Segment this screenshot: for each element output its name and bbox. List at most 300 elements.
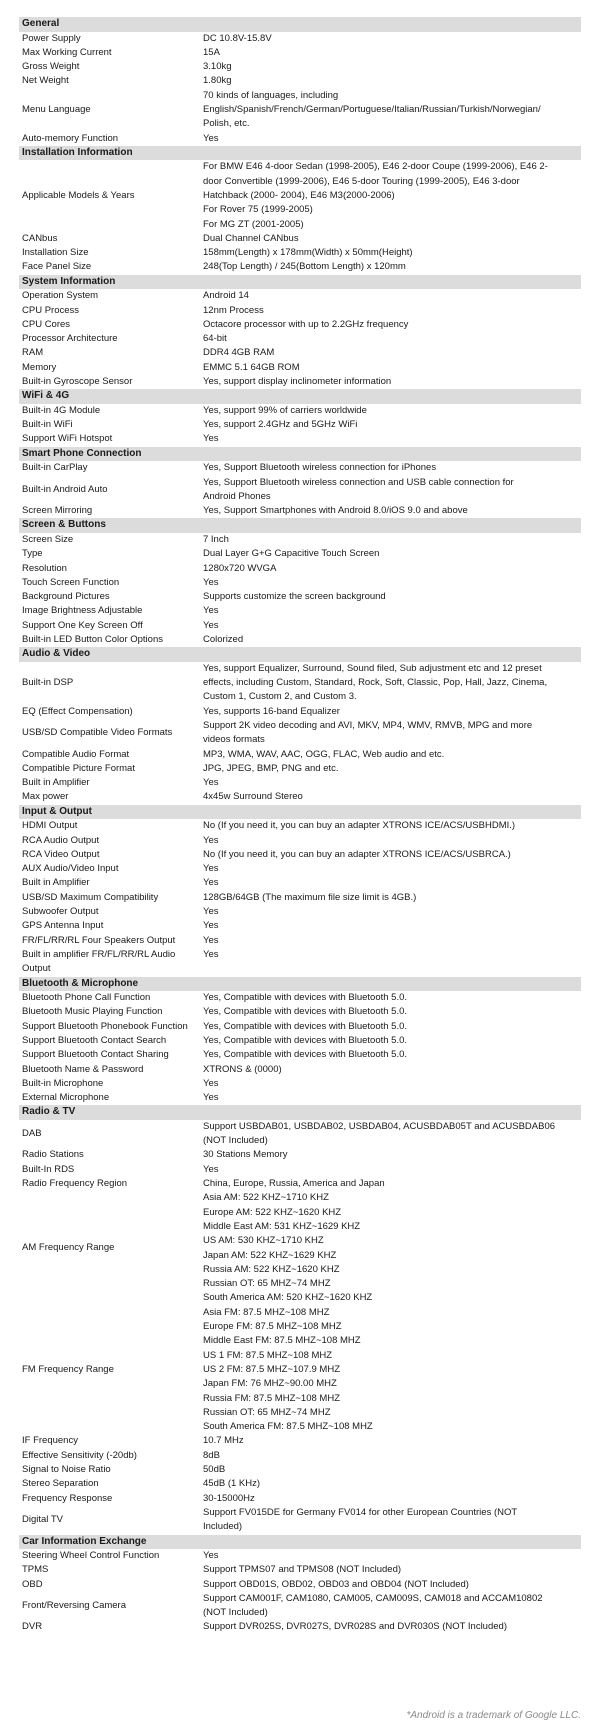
spec-value [203, 790, 581, 804]
spec-value-line: 7 Inch [203, 533, 229, 545]
spec-label: Front/Reversing Camera [22, 1600, 127, 1612]
spec-row [19, 1005, 581, 1019]
spec-label: Touch Screen Function [22, 576, 120, 588]
spec-value [203, 1091, 581, 1105]
spec-value [203, 1592, 581, 1621]
spec-value-line: Yes [203, 1077, 219, 1089]
spec-value [203, 576, 581, 590]
spec-value [203, 662, 581, 705]
spec-section [19, 389, 581, 446]
spec-value [203, 260, 581, 274]
spec-value-line: 158mm(Length) x 178mm(Width) x 50mm(Height) [203, 247, 413, 259]
spec-value-line: Russia FM: 87.5 MHZ~108 MHZ [203, 1392, 340, 1404]
spec-value-line: Colorized [203, 633, 244, 645]
spec-value-line: Yes, Support Bluetooth wireless connection and USB cable connection for [203, 476, 514, 488]
section-heading: Bluetooth & Microphone [19, 977, 581, 992]
spec-value-line: Dual Layer G+G Capacitive Touch Screen [203, 548, 380, 560]
spec-label: Memory [22, 361, 57, 373]
section-heading: Smart Phone Connection [19, 447, 581, 462]
spec-value-line: Yes [203, 1550, 219, 1561]
spec-value-line: videos formats [203, 734, 265, 746]
spec-row [19, 361, 581, 375]
spec-value [203, 1563, 581, 1577]
spec-label: AM Frequency Range [22, 1242, 115, 1254]
spec-value-line: Yes [203, 777, 219, 789]
spec-value [203, 1005, 581, 1019]
spec-value [203, 1620, 581, 1634]
spec-value-line: Custom 1, Custom 2, and Custom 3. [203, 691, 357, 703]
spec-row [19, 834, 581, 848]
spec-label: CANbus [22, 232, 58, 244]
spec-label: EQ (Effect Compensation) [22, 705, 133, 717]
trademark-note: *Android is a trademark of Google LLC. [406, 1710, 581, 1721]
spec-value-line: Included) [203, 1521, 243, 1533]
spec-row [19, 562, 581, 576]
spec-value [203, 619, 581, 633]
spec-row [19, 89, 581, 132]
spec-value-line: South America AM: 520 KHZ~1620 KHZ [203, 1292, 373, 1304]
spec-label: Compatible Picture Format [22, 762, 135, 774]
spec-value [203, 1578, 581, 1592]
spec-value-line: 1.80kg [203, 75, 232, 87]
spec-label: Menu Language [22, 103, 91, 115]
spec-label: Background Pictures [22, 591, 110, 603]
spec-label: Type [22, 548, 43, 560]
spec-label: USB/SD Maximum Compatibility [22, 891, 159, 903]
spec-value [203, 246, 581, 260]
spec-value [203, 1020, 581, 1034]
spec-label: HDMI Output [22, 820, 78, 832]
spec-label: Effective Sensitivity (-20db) [22, 1449, 137, 1461]
spec-label: USB/SD Compatible Video Formats [22, 727, 173, 739]
spec-label: Radio Frequency Region [22, 1178, 128, 1190]
spec-label: Built-in WiFi [22, 419, 73, 431]
spec-value [203, 74, 581, 88]
spec-label: Screen Size [22, 533, 74, 545]
spec-value [203, 89, 581, 132]
spec-value [203, 1034, 581, 1048]
spec-label: Image Brightness Adjustable [22, 605, 143, 617]
spec-value-line: Yes, Support Bluetooth wireless connection for iPhones [203, 462, 437, 474]
spec-label: Built-in LED Button Color Options [22, 633, 163, 645]
spec-value [203, 1434, 581, 1448]
spec-value-line: 50dB [203, 1464, 226, 1476]
spec-label: FR/FL/RR/RL Four Speakers Output [22, 934, 176, 946]
spec-label: External Microphone [22, 1092, 110, 1104]
spec-value [203, 232, 581, 246]
spec-row [19, 375, 581, 389]
spec-value [203, 46, 581, 60]
spec-value [203, 289, 581, 303]
spec-row [19, 1091, 581, 1105]
spec-label: Support Bluetooth Contact Sharing [22, 1049, 169, 1061]
spec-value-line: Yes, Compatible with devices with Bluetooth 5.0. [203, 1020, 408, 1032]
spec-value-line: Dual Channel CANbus [203, 232, 299, 244]
spec-row [19, 1020, 581, 1034]
spec-row [19, 304, 581, 318]
spec-label: Radio Stations [22, 1149, 84, 1161]
spec-value [203, 318, 581, 332]
spec-row [19, 232, 581, 246]
spec-value-line: Asia AM: 522 KHZ~1710 KHZ [203, 1192, 329, 1204]
spec-row [19, 332, 581, 346]
spec-value [203, 1120, 581, 1149]
spec-label: Auto-memory Function [22, 132, 119, 144]
spec-value-line: Japan AM: 522 KHZ~1629 KHZ [203, 1249, 337, 1261]
spec-label: Frequency Response [22, 1492, 113, 1504]
spec-value [203, 32, 581, 46]
spec-value-line: 12nm Process [203, 304, 264, 316]
spec-row [19, 346, 581, 360]
spec-value [203, 1492, 581, 1506]
spec-value [203, 948, 581, 977]
spec-value-line: EMMC 5.1 64GB ROM [203, 361, 300, 373]
section-heading: Car Information Exchange [19, 1535, 581, 1550]
spec-value [203, 776, 581, 790]
spec-row [19, 1578, 581, 1592]
spec-label: RAM [22, 347, 44, 359]
spec-value [203, 919, 581, 933]
spec-value [203, 1163, 581, 1177]
spec-label: Built-in Microphone [22, 1077, 104, 1089]
spec-value [203, 461, 581, 475]
spec-row [19, 1463, 581, 1477]
spec-label: Power Supply [22, 32, 81, 44]
spec-value-line: 128GB/64GB (The maximum file size limit is 4GB.) [203, 891, 417, 903]
spec-label: Subwoofer Output [22, 906, 99, 918]
spec-row [19, 576, 581, 590]
spec-value-line: Yes, support 2.4GHz and 5GHz WiFi [203, 419, 358, 431]
spec-row [19, 934, 581, 948]
spec-label: Applicable Models & Years [22, 189, 135, 201]
spec-value-line: For Rover 75 (1999-2005) [203, 204, 313, 216]
spec-value-line: Russian OT: 65 MHZ~74 MHZ [203, 1406, 331, 1418]
spec-value-line: Yes, Compatible with devices with Bluetooth 5.0. [203, 1049, 408, 1061]
spec-label: Built-in 4G Module [22, 404, 101, 416]
spec-row [19, 504, 581, 518]
spec-label: Signal to Noise Ratio [22, 1464, 111, 1476]
spec-value [203, 432, 581, 446]
spec-row [19, 1163, 581, 1177]
spec-value [203, 848, 581, 862]
spec-label: OBD [22, 1578, 43, 1590]
spec-row [19, 848, 581, 862]
spec-value-line: door Convertible (1999-2006), E46 5-door Touring (1999-2005), E46 3-door [203, 175, 520, 187]
spec-value-line: Russian OT: 65 MHZ~74 MHZ [203, 1278, 331, 1290]
spec-label: IF Frequency [22, 1435, 78, 1447]
spec-label: Support WiFi Hotspot [22, 433, 113, 445]
spec-row [19, 1191, 581, 1305]
spec-section [19, 805, 581, 977]
spec-row [19, 246, 581, 260]
spec-value-line: JPG, JPEG, BMP, PNG and etc. [203, 762, 339, 774]
spec-value [203, 1477, 581, 1491]
spec-value-line: US AM: 530 KHZ~1710 KHZ [203, 1235, 324, 1247]
spec-value [203, 504, 581, 518]
spec-value [203, 876, 581, 890]
spec-label: Net Weight [22, 75, 69, 87]
spec-value-line: 64-bit [203, 333, 227, 345]
spec-value [203, 762, 581, 776]
spec-row [19, 905, 581, 919]
spec-row [19, 1620, 581, 1634]
spec-row [19, 418, 581, 432]
spec-label: Processor Architecture [22, 333, 118, 345]
spec-row [19, 919, 581, 933]
spec-section [19, 146, 581, 275]
spec-label: Operation System [22, 290, 99, 302]
spec-value-line: Yes [203, 576, 219, 588]
spec-value [203, 361, 581, 375]
spec-value-line: English/Spanish/French/German/Portuguese/Italian/Russian/Turkish/Norwegian/ [203, 103, 541, 115]
spec-row [19, 547, 581, 561]
spec-value [203, 748, 581, 762]
section-heading: Radio & TV [19, 1105, 581, 1120]
spec-row [19, 1506, 581, 1535]
spec-value-line: Yes, support display inclinometer information [203, 376, 392, 388]
spec-label: Bluetooth Music Playing Function [22, 1006, 163, 1018]
spec-value-line: (NOT Included) [203, 1607, 268, 1619]
spec-row [19, 604, 581, 618]
spec-section [19, 1535, 581, 1635]
spec-value [203, 1306, 581, 1435]
spec-row [19, 132, 581, 146]
section-heading: Audio & Video [19, 647, 581, 662]
spec-label: Bluetooth Phone Call Function [22, 992, 151, 1004]
spec-value-line: Middle East FM: 87.5 MHZ~108 MHZ [203, 1335, 361, 1347]
spec-row [19, 1048, 581, 1062]
spec-label: RCA Audio Output [22, 834, 100, 846]
spec-value-line: Yes, Support Smartphones with Android 8.0/iOS 9.0 and above [203, 505, 468, 517]
spec-label: Built-in Android Auto [22, 483, 108, 495]
spec-row [19, 46, 581, 60]
spec-value-line: Yes [203, 605, 219, 617]
spec-row [19, 461, 581, 475]
spec-value-line: Yes [203, 906, 219, 918]
spec-row [19, 1148, 581, 1162]
spec-row [19, 705, 581, 719]
spec-row [19, 1177, 581, 1191]
spec-row [19, 590, 581, 604]
spec-value-line: Middle East AM: 531 KHZ~1629 KHZ [203, 1220, 361, 1232]
spec-value-line: Yes [203, 863, 219, 875]
spec-section [19, 518, 581, 647]
spec-label: Gross Weight [22, 61, 80, 73]
spec-label: Built in Amplifier [22, 777, 90, 789]
spec-value-line: 30-15000Hz [203, 1492, 255, 1504]
spec-row [19, 1492, 581, 1506]
spec-row [19, 160, 581, 231]
spec-row [19, 776, 581, 790]
spec-row [19, 862, 581, 876]
spec-value [203, 862, 581, 876]
spec-value-line: Yes, support Equalizer, Surround, Sound filed, Sub adjustment etc and 12 preset [203, 662, 542, 674]
spec-value [203, 1077, 581, 1091]
spec-row [19, 476, 581, 505]
spec-value [203, 547, 581, 561]
spec-value-line: Yes [203, 132, 219, 144]
spec-value-line: DDR4 4GB RAM [203, 347, 275, 359]
spec-value-line: effects, including Custom, Standard, Rock, Soft, Classic, Pop, Hall, Jazz, Cinema, [203, 677, 548, 689]
spec-value-line: 70 kinds of languages, including [203, 89, 339, 101]
spec-label: RCA Video Output [22, 848, 100, 860]
spec-row [19, 991, 581, 1005]
section-heading: System Information [19, 275, 581, 290]
spec-value-line: 8dB [203, 1449, 220, 1461]
spec-value-line: 15A [203, 46, 220, 58]
spec-value [203, 1177, 581, 1191]
spec-value [203, 1549, 581, 1563]
spec-label: Built-in DSP [22, 677, 74, 689]
spec-row [19, 948, 581, 977]
spec-value [203, 332, 581, 346]
spec-label: DVR [22, 1621, 43, 1633]
spec-label: Bluetooth Name & Password [22, 1063, 144, 1075]
spec-row [19, 432, 581, 446]
spec-value-line: Yes, supports 16-band Equalizer [203, 705, 340, 717]
spec-value [203, 590, 581, 604]
spec-row [19, 790, 581, 804]
spec-section [19, 275, 581, 390]
spec-label: Digital TV [22, 1514, 64, 1526]
spec-value-line: Yes [203, 948, 219, 960]
spec-row [19, 1034, 581, 1048]
spec-value-line: Polish, etc. [203, 118, 250, 130]
spec-section [19, 1105, 581, 1534]
spec-value-line: Japan FM: 76 MHZ~90.00 MHZ [203, 1378, 337, 1390]
spec-row [19, 1592, 581, 1621]
spec-value-line: 248(Top Length) / 245(Bottom Length) x 120mm [203, 261, 406, 273]
spec-table [19, 17, 581, 1635]
spec-value-line: Support CAM001F, CAM1080, CAM005, CAM009S, CAM018 and ACCAM10802 [203, 1592, 543, 1604]
spec-section [19, 977, 581, 1106]
spec-label: Resolution [22, 562, 67, 574]
spec-row [19, 1434, 581, 1448]
spec-value [203, 1063, 581, 1077]
spec-value [203, 562, 581, 576]
spec-value-line: Support 2K video decoding and AVI, MKV, MP4, WMV, RMVB, MPG and more [203, 719, 533, 731]
spec-value-line: DC 10.8V-15.8V [203, 32, 272, 44]
spec-value-line: 3.10kg [203, 61, 232, 73]
spec-section [19, 17, 581, 146]
spec-label: Built-in CarPlay [22, 462, 88, 474]
spec-value [203, 891, 581, 905]
spec-row [19, 1077, 581, 1091]
spec-value-line: Yes [203, 920, 219, 932]
spec-value-line: Supports customize the screen background [203, 591, 386, 603]
spec-label: Screen Mirroring [22, 505, 93, 517]
spec-row [19, 1306, 581, 1435]
spec-value [203, 132, 581, 146]
spec-label: Support Bluetooth Phonebook Function [22, 1020, 188, 1032]
spec-value-line: Yes [203, 1163, 219, 1175]
spec-row [19, 1063, 581, 1077]
spec-value-line: Yes [203, 619, 219, 631]
spec-label: Built-in Gyroscope Sensor [22, 376, 133, 388]
spec-value-line: Yes, Compatible with devices with Bluetooth 5.0. [203, 1006, 408, 1018]
spec-row [19, 318, 581, 332]
spec-value [203, 1048, 581, 1062]
spec-value-line: Europe FM: 87.5 MHZ~108 MHZ [203, 1321, 342, 1333]
spec-value [203, 819, 581, 833]
spec-label: Built in amplifier FR/FL/RR/RL Audio Output [22, 948, 176, 975]
spec-value-line: No (If you need it, you can buy an adapter XTRONS ICE/ACS/USBHDMI.) [203, 820, 516, 832]
spec-value-line: Yes [203, 433, 219, 445]
spec-value [203, 1449, 581, 1463]
spec-value-line: Support TPMS07 and TPMS08 (NOT Included) [203, 1564, 402, 1576]
spec-label: Built-In RDS [22, 1163, 75, 1175]
spec-value [203, 633, 581, 647]
spec-section [19, 647, 581, 804]
spec-value-line: For BMW E46 4-door Sedan (1998-2005), E46 2-door Coupe (1999-2006), E46 2- [203, 161, 548, 173]
section-heading: WiFi & 4G [19, 389, 581, 404]
spec-value-line: For MG ZT (2001-2005) [203, 218, 304, 230]
spec-row [19, 533, 581, 547]
spec-value [203, 905, 581, 919]
spec-value-line: Europe AM: 522 KHZ~1620 KHZ [203, 1206, 342, 1218]
spec-label: Max Working Current [22, 46, 112, 58]
spec-value-line: Yes [203, 877, 219, 889]
spec-value-line: Asia FM: 87.5 MHZ~108 MHZ [203, 1306, 330, 1318]
spec-value-line: 1280x720 WVGA [203, 562, 277, 574]
spec-label: FM Frequency Range [22, 1363, 114, 1375]
spec-value [203, 1191, 581, 1305]
spec-value [203, 533, 581, 547]
spec-value-line: Yes, Compatible with devices with Bluetooth 5.0. [203, 992, 408, 1004]
spec-label: Stereo Separation [22, 1478, 99, 1490]
spec-value [203, 476, 581, 505]
spec-value-line: Octacore processor with up to 2.2GHz frequency [203, 318, 409, 330]
spec-value [203, 375, 581, 389]
spec-value-line: US 2 FM: 87.5 MHZ~107.9 MHZ [203, 1363, 340, 1375]
spec-row [19, 748, 581, 762]
spec-value-line: Support FV015DE for Germany FV014 for other European Countries (NOT [203, 1506, 518, 1518]
spec-label: Installation Size [22, 247, 89, 259]
spec-value-line: Support USBDAB01, USBDAB02, USBDAB04, ACUSBDAB05T and ACUSBDAB06 [203, 1120, 556, 1132]
spec-row [19, 719, 581, 748]
spec-label: Steering Wheel Control Function [22, 1550, 160, 1561]
spec-value-line: Android Phones [203, 490, 271, 502]
spec-row [19, 633, 581, 647]
spec-value-line: Russia AM: 522 KHZ~1620 KHZ [203, 1263, 340, 1275]
spec-row [19, 289, 581, 303]
spec-value [203, 834, 581, 848]
spec-value-line: Support DVR025S, DVR027S, DVR028S and DVR030S (NOT Included) [203, 1621, 507, 1633]
spec-row [19, 1449, 581, 1463]
spec-row [19, 662, 581, 705]
spec-value [203, 1463, 581, 1477]
spec-label: Built in Amplifier [22, 877, 90, 889]
section-heading: Screen & Buttons [19, 518, 581, 533]
spec-row [19, 1563, 581, 1577]
spec-value [203, 418, 581, 432]
spec-value-line: Yes [203, 1092, 219, 1104]
spec-value-line: US 1 FM: 87.5 MHZ~108 MHZ [203, 1349, 333, 1361]
spec-value-line: 45dB (1 KHz) [203, 1478, 261, 1490]
spec-label: TPMS [22, 1564, 49, 1576]
spec-value [203, 991, 581, 1005]
spec-value-line: No (If you need it, you can buy an adapter XTRONS ICE/ACS/USBRCA.) [203, 848, 511, 860]
spec-value-line: Android 14 [203, 290, 249, 302]
spec-row [19, 32, 581, 46]
spec-value-line: 4x45w Surround Stereo [203, 791, 303, 803]
spec-label: AUX Audio/Video Input [22, 863, 119, 875]
spec-label: Face Panel Size [22, 261, 92, 273]
spec-label: Max power [22, 791, 69, 803]
spec-row [19, 819, 581, 833]
spec-row [19, 404, 581, 418]
spec-value [203, 346, 581, 360]
